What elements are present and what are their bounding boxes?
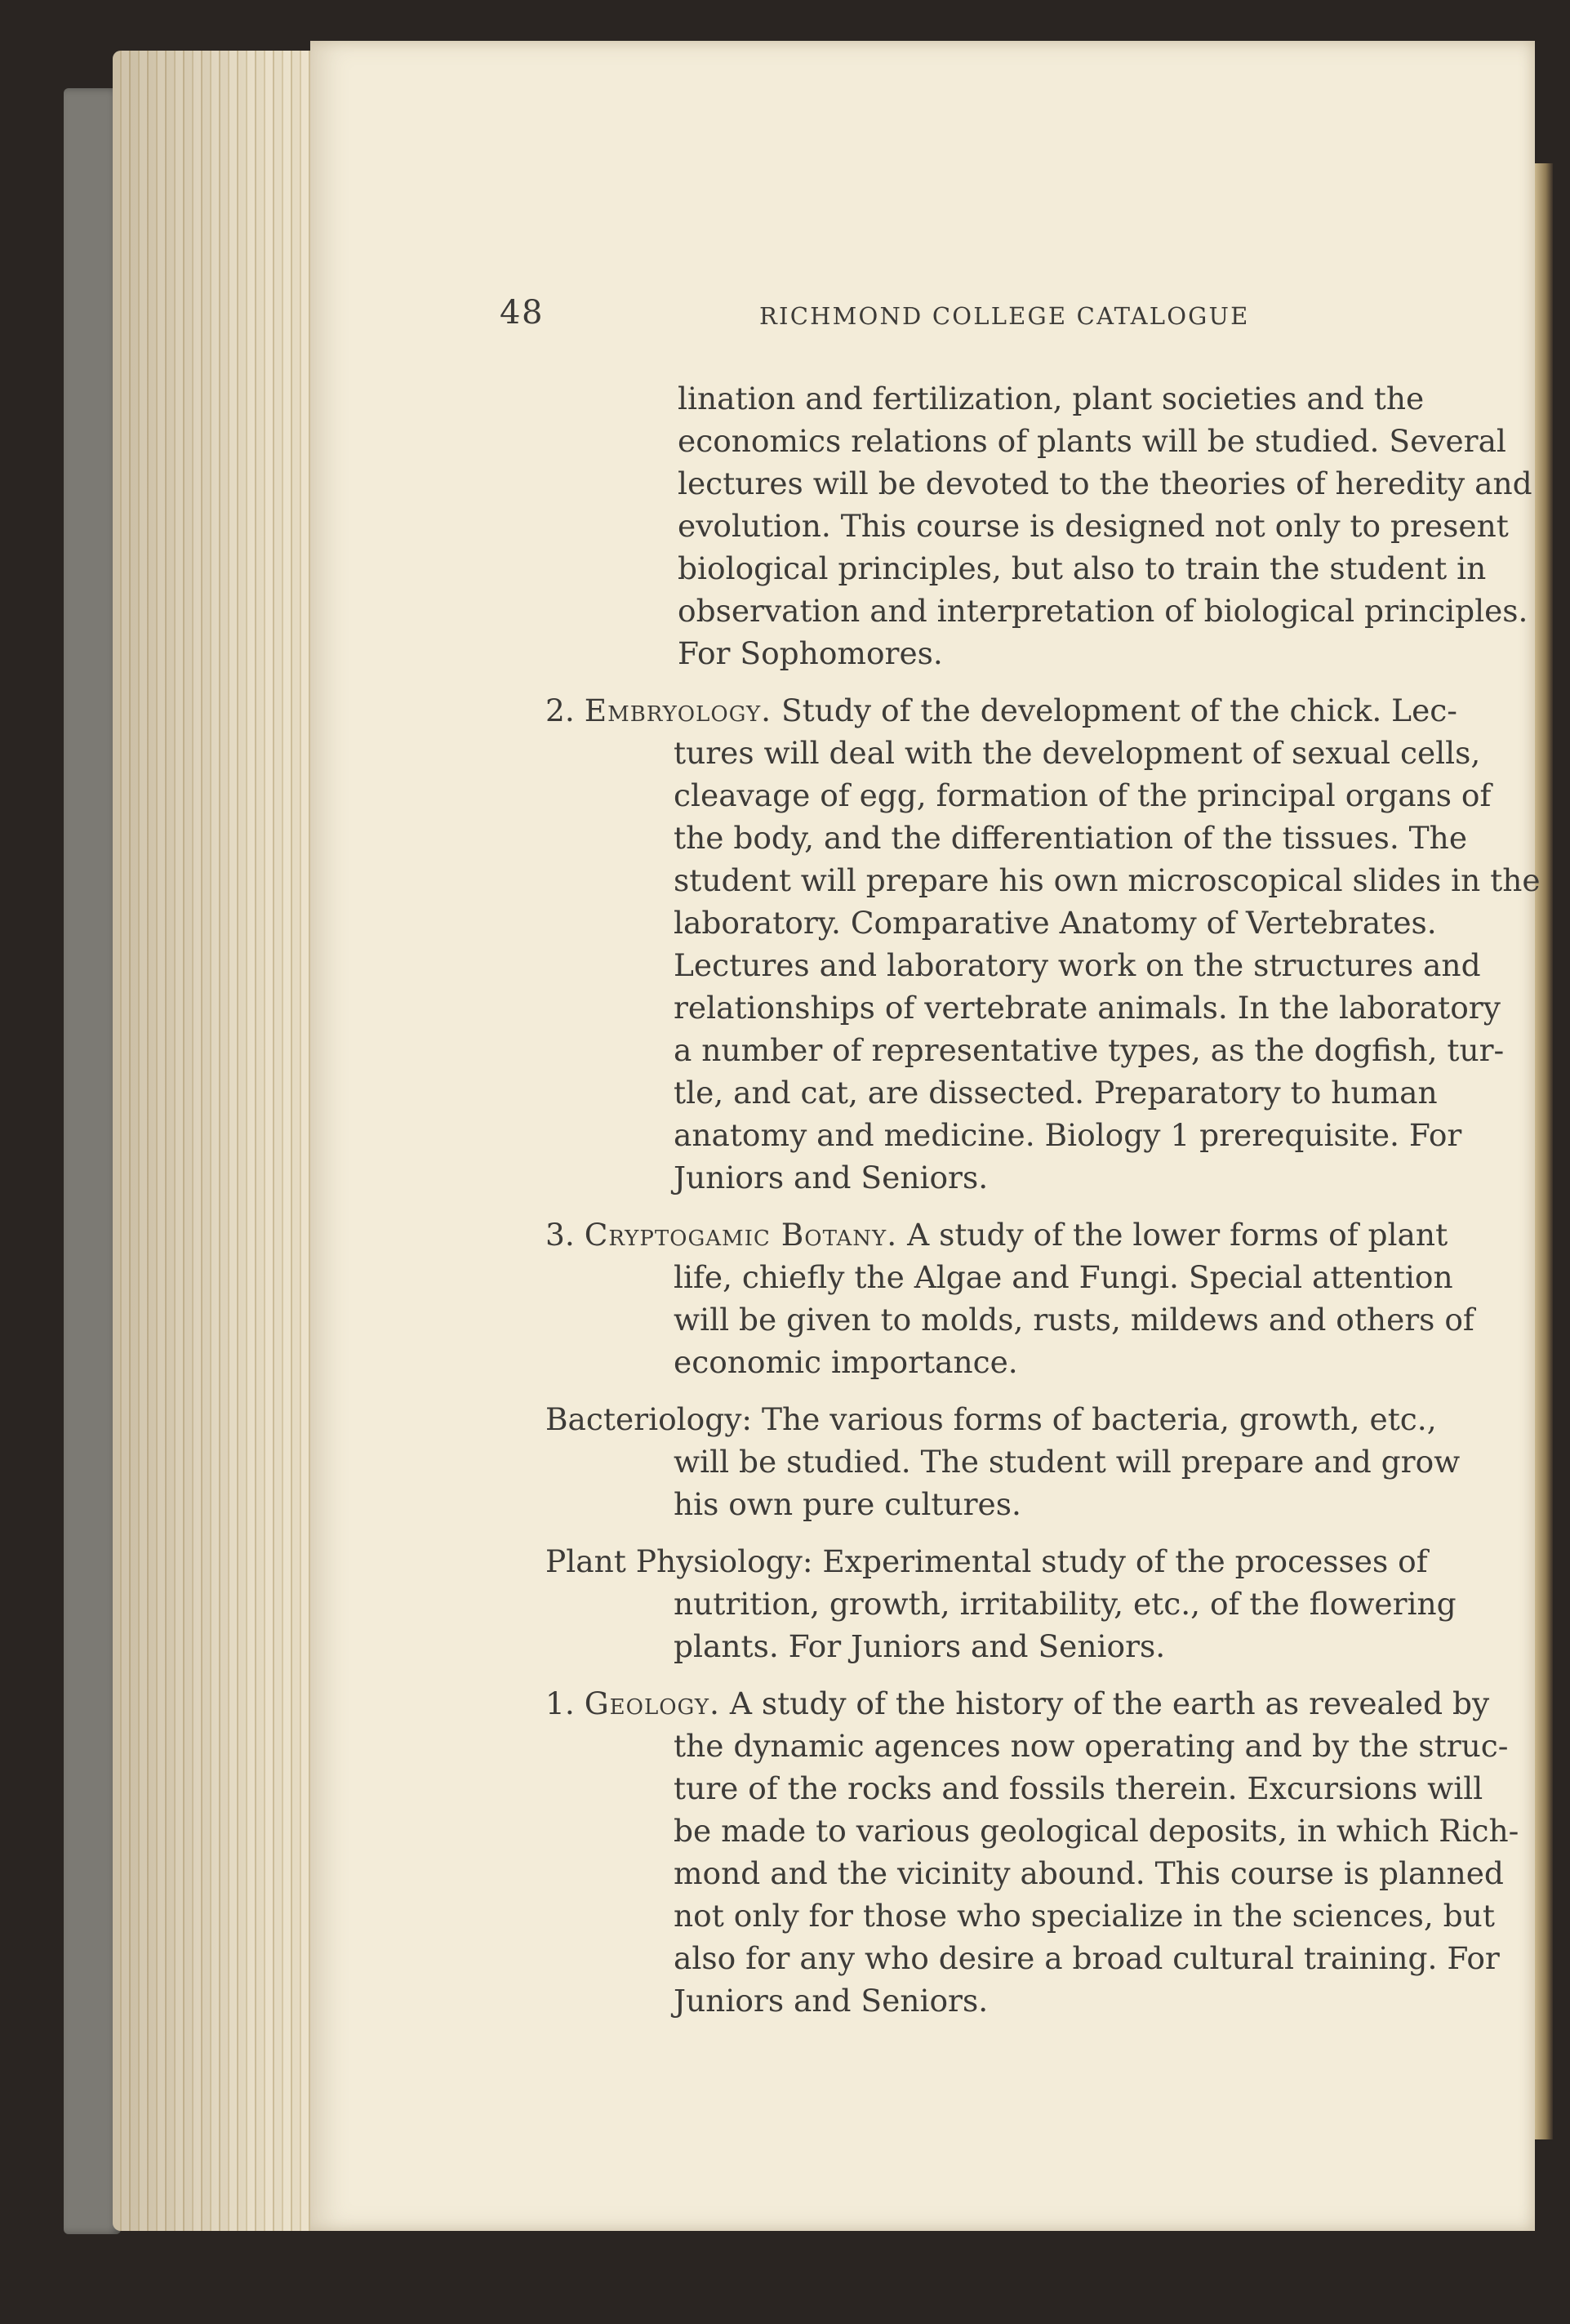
body-line: cleavage of egg, formation of the principal organs of	[674, 777, 1492, 813]
body-line: evolution. This course is designed not only to present	[678, 508, 1509, 544]
body-line: a number of representative types, as the dogfish, tur-	[674, 1032, 1505, 1068]
course-heading-line	[545, 692, 1457, 728]
body-line: the dynamic agences now operating and by the struc-	[674, 1728, 1509, 1764]
body-line: not only for those who specialize in the sciences, but	[674, 1898, 1495, 1934]
subsection-heading-line: Plant Physiology: Experimental study of the processes of	[545, 1543, 1428, 1579]
course-heading-line	[545, 1217, 1448, 1253]
body-line: will be given to molds, rusts, mildews and others of	[674, 1302, 1474, 1338]
body-line: Lectures and laboratory work on the structures and	[674, 947, 1481, 983]
course-number: 2.	[545, 692, 575, 728]
body-line: anatomy and medicine. Biology 1 prerequisite. For	[674, 1117, 1462, 1153]
course-number: 3.	[545, 1217, 575, 1253]
course-heading-line	[545, 1685, 1490, 1721]
running-title: RICHMOND COLLEGE CATALOGUE	[759, 302, 1250, 330]
body-line: lination and fertilization, plant societies and the	[678, 381, 1425, 416]
course-number: 1.	[545, 1685, 575, 1721]
body-line: relationships of vertebrate animals. In the laboratory	[674, 990, 1501, 1026]
page-gutter-shadow	[1535, 163, 1553, 2139]
body-line: plants. For Juniors and Seniors.	[674, 1628, 1166, 1664]
body-line: Juniors and Seniors.	[674, 1160, 989, 1195]
subsection-heading-line: Bacteriology: The various forms of bacteria, growth, etc.,	[545, 1401, 1437, 1437]
body-line: biological principles, but also to train the student in	[678, 550, 1487, 586]
body-line: nutrition, growth, irritability, etc., of the flowering	[674, 1586, 1457, 1622]
body-line: life, chiefly the Algae and Fungi. Special attention	[674, 1259, 1453, 1295]
course-description-start: Study of the development of the chick. Lec-	[781, 692, 1457, 728]
body-line: his own pure cultures.	[674, 1486, 1021, 1522]
course-description-start: A study of the history of the earth as revealed by	[729, 1685, 1490, 1721]
body-line: student will prepare his own microscopical slides in the	[674, 862, 1541, 898]
course-title: Cryptogamic Botany.	[584, 1217, 898, 1253]
course-title: Geology.	[584, 1685, 720, 1721]
body-line: economic importance.	[674, 1344, 1018, 1380]
body-line: observation and interpretation of biological principles.	[678, 593, 1528, 629]
body-line: Juniors and Seniors.	[674, 1983, 989, 2019]
body-line: lectures will be devoted to the theories of heredity and	[678, 465, 1532, 501]
course-title: Embryology.	[584, 692, 772, 728]
body-line: ture of the rocks and fossils therein. Excursions will	[674, 1770, 1483, 1806]
page-number: 48	[500, 294, 544, 332]
body-line: tle, and cat, are dissected. Preparatory to human	[674, 1075, 1438, 1111]
body-line: laboratory. Comparative Anatomy of Vertebrates.	[674, 905, 1437, 941]
body-line: economics relations of plants will be studied. Several	[678, 423, 1506, 459]
body-line: tures will deal with the development of sexual cells,	[674, 735, 1481, 771]
body-line: also for any who desire a broad cultural training. For	[674, 1940, 1500, 1976]
body-line: be made to various geological deposits, in which Rich-	[674, 1813, 1519, 1849]
body-line: the body, and the differentiation of the tissues. The	[674, 820, 1468, 856]
body-line: For Sophomores.	[678, 635, 943, 671]
body-line: mond and the vicinity abound. This course is planned	[674, 1855, 1504, 1891]
body-line: will be studied. The student will prepare and grow	[674, 1444, 1461, 1480]
course-description-start: A study of the lower forms of plant	[907, 1217, 1448, 1253]
